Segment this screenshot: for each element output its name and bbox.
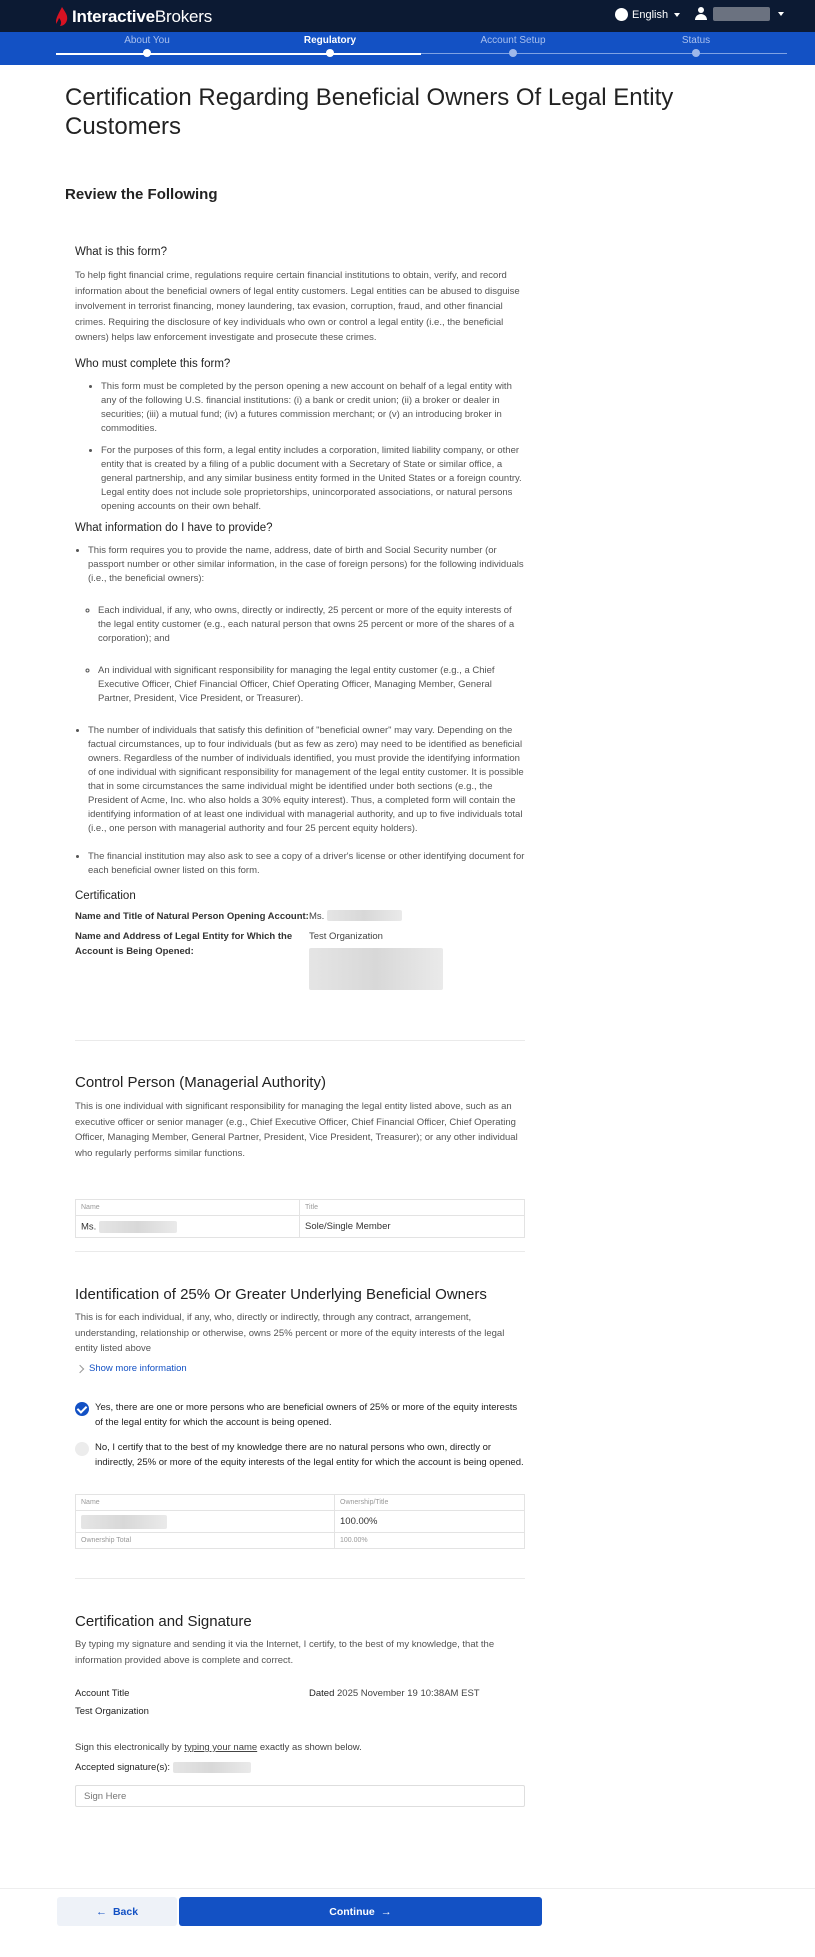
redacted-name xyxy=(99,1221,177,1233)
globe-icon xyxy=(615,8,628,21)
continue-button[interactable]: Continue → xyxy=(179,1897,542,1926)
beneficial-owners-table xyxy=(75,1494,525,1549)
provide-list xyxy=(75,544,525,878)
provide-title: What information do I have to provide? xyxy=(75,521,273,534)
owner-ownership: 100.00% xyxy=(335,1511,525,1533)
brand-logo[interactable] xyxy=(56,6,212,28)
show-more-link[interactable]: Show more information xyxy=(77,1363,187,1374)
chevron-right-icon xyxy=(76,1364,84,1372)
page-title: Certification Regarding Beneficial Owners Of Legal Entity Customers xyxy=(65,84,674,140)
redacted-name xyxy=(327,910,402,921)
signature-input[interactable] xyxy=(75,1785,525,1807)
step-status: Status xyxy=(681,35,711,46)
step-dot-regulatory xyxy=(326,49,334,57)
section-divider xyxy=(75,1251,525,1252)
radio-unchecked-icon[interactable] xyxy=(75,1442,89,1456)
logo-flame-icon xyxy=(56,7,68,27)
section-divider xyxy=(75,1578,525,1579)
step-dot-about-you xyxy=(143,49,151,57)
step-dot-status xyxy=(692,49,700,57)
back-button[interactable]: ← Back xyxy=(57,1897,177,1926)
account-title-value: Test Organization xyxy=(75,1706,149,1717)
brand-name: InteractiveBrokers xyxy=(72,7,213,26)
signature-title: Certification and Signature xyxy=(75,1613,252,1630)
list-item: ◦ Each individual, if any, who owns, directly or indirectly, 25 percent or more of the equity interests of the legal entity customer (e.g., each natural person that owns 25 percent or more of the shares of a corporation); and xyxy=(98,604,525,646)
step-dot-account-setup xyxy=(509,49,517,57)
provide-sub-list xyxy=(88,604,525,706)
form-information xyxy=(75,246,525,996)
list-item: ◦ An individual with significant responsibility for managing the legal entity customer (e.g., a Chief Executive Officer, Chief Financial Officer, Chief Operating Officer, Managing Member, General Partner, President, Vice President, or Treasurer). xyxy=(98,664,525,706)
owner-name xyxy=(76,1511,335,1533)
natural-person-row xyxy=(75,910,525,925)
control-person-title: Control Person (Managerial Authority) xyxy=(75,1074,326,1091)
what-text: To help fight financial crime, regulations require certain financial institutions to obtain, verify, and record information about the beneficial owners of legal entity customers. Legal entities can be abused to disguise involvement in terrorist financing, money laundering, tax evasion, corruption, fraud, and other financial crimes. Requiring the disclosure of key individuals who own or control a legal entity (i.e., the beneficial owners) helps law enforcement investigate and prosecute these crimes. xyxy=(75,270,520,343)
typing-your-name-link[interactable]: typing your name xyxy=(184,1742,258,1753)
col-name: Name xyxy=(76,1200,300,1216)
control-person-table xyxy=(75,1199,525,1238)
beneficial-owners-title: Identification of 25% Or Greater Underlying Beneficial Owners xyxy=(75,1286,487,1303)
certification-title: Certification xyxy=(75,889,136,902)
col-name: Name xyxy=(76,1495,335,1511)
redacted-name xyxy=(81,1515,167,1529)
arrow-right-icon: → xyxy=(380,1905,392,1918)
stepper-progress xyxy=(56,53,421,55)
list-item: • For the purposes of this form, a legal entity includes a corporation, limited liability company, or other entity that is created by a filing of a public document with a Secretary of State or similar office, a general partnership, and any similar business entity formed in the United States or a foreign country. Legal entity does not include sole proprietorships, unincorporated associations, or natural persons opening accounts on their own behalf. xyxy=(101,444,525,514)
option-yes[interactable]: Yes, there are one or more persons who are beneficial owners of 25% or more of the equity interests of the legal entity for which the account is being opened. xyxy=(75,1401,525,1430)
chevron-down-icon xyxy=(674,13,680,17)
accepted-signatures: Accepted signature(s): xyxy=(75,1762,251,1773)
step-account-setup: Account Setup xyxy=(480,35,546,46)
ownership-total-label: Ownership Total xyxy=(76,1533,335,1549)
who-list xyxy=(75,380,525,514)
user-name-redacted xyxy=(713,7,770,21)
list-item: • The financial institution may also ask to see a copy of a driver's license or other identifying document for each beneficial owner listed on this form. xyxy=(88,850,525,878)
table-header xyxy=(76,1495,525,1511)
col-title: Title xyxy=(300,1200,525,1216)
list-item: • This form must be completed by the person opening a new account on behalf of a legal entity with any of the following U.S. financial institutions: (i) a bank or credit union; (ii) a broker or dealer in securities; (iii) a mutual fund; (iv) a futures commission merchant; or (v) an introducing broker in commodities. xyxy=(101,380,525,436)
review-title: Review the Following xyxy=(65,186,218,203)
dated-field: Dated 2025 November 19 10:38AM EST xyxy=(309,1688,480,1699)
col-ownership: Ownership/Title xyxy=(335,1495,525,1511)
control-person-name: Ms. xyxy=(76,1216,300,1238)
top-bar xyxy=(0,0,815,32)
legal-entity-value: Test Organization xyxy=(309,930,443,990)
sign-instructions: Sign this electronically by typing your name exactly as shown below. xyxy=(75,1742,362,1753)
table-row xyxy=(76,1216,525,1238)
natural-person-value: Ms. xyxy=(309,910,402,925)
list-item: • This form requires you to provide the name, address, date of birth and Social Security number (or passport number or other similar information, in the case of foreign persons) for the following individuals (i.e., the beneficial owners): ◦ Each individual, if any, who owns, directly or indirectly, 25 percent or more of the equity interests of the legal entity customer (e.g., each natural person that owns 25 percent or more of the shares of a corporation); and ◦ An individual with significant responsibility for managing the legal entity customer (e.g., a Chief Executive Officer, Chief Financial Officer, Chief Operating Officer, Managing Member, General Partner, President, Vice President, or Treasurer). xyxy=(88,544,525,706)
who-title: Who must complete this form? xyxy=(75,357,231,370)
list-item: • The number of individuals that satisfy this definition of "beneficial owner" may vary. Depending on the factual circumstances, up to four individuals (but as few as zero) may need to be identified as beneficial owners. Regardless of the number of individuals identified, you must provide the identifying information of one individual with significant responsibility for management of the legal entity customer. It is possible that in some circumstances the same individual might be identified under both sections (e.g., the President of Acme, Inc. who also holds a 30% equity interest). Thus, a completed form will contain the identifying information of at least one individual with managerial authority, and up to five individuals total (i.e., one person with managerial authority and four 25 percent equity holders). xyxy=(88,724,525,836)
arrow-left-icon: ← xyxy=(95,1905,107,1918)
step-regulatory[interactable]: Regulatory xyxy=(303,35,357,46)
language-label: English xyxy=(632,8,669,21)
redacted-address xyxy=(309,948,443,990)
redacted-signature xyxy=(173,1762,251,1773)
legal-entity-label: Name and Address of Legal Entity for Which the Account is Being Opened: xyxy=(75,931,293,957)
user-menu[interactable] xyxy=(695,7,784,21)
step-about-you[interactable]: About You xyxy=(124,35,170,46)
what-title: What is this form? xyxy=(75,246,168,258)
chevron-down-icon xyxy=(778,12,784,16)
legal-entity-row xyxy=(75,930,525,990)
table-header xyxy=(76,1200,525,1216)
language-selector[interactable] xyxy=(615,8,680,21)
progress-stepper xyxy=(0,32,815,65)
ownership-total-value: 100.00% xyxy=(335,1533,525,1549)
signature-text: By typing my signature and sending it via the Internet, I certify, to the best of my knowledge, that the information provided above is complete and correct. xyxy=(75,1639,495,1666)
radio-checked-icon[interactable] xyxy=(75,1402,89,1416)
control-person-text: This is one individual with significant responsibility for managing the legal entity listed above, such as an executive officer or senior manager (e.g., Chief Executive Officer, Chief Financial Officer, Chief Operating Officer, Managing Member, General Partner, President, Vice President, Treasurer); or any other individual who regularly performs similar functions. xyxy=(75,1101,518,1159)
beneficial-owners-text: This is for each individual, if any, who, directly or indirectly, through any contract, arrangement, understanding, relationship or otherwise, owns 25% percent or more of the equity interests of the legal entity listed above xyxy=(75,1312,505,1354)
option-no[interactable]: No, I certify that to the best of my knowledge there are no natural persons who own, directly or indirectly, 25% or more of the equity interests of the legal entity for which the account is being opened. xyxy=(75,1441,525,1470)
control-person-role: Sole/Single Member xyxy=(300,1216,525,1238)
table-total-row xyxy=(76,1533,525,1549)
account-title-label: Account Title xyxy=(75,1688,130,1699)
user-icon xyxy=(695,7,707,21)
table-row xyxy=(76,1511,525,1533)
section-divider xyxy=(75,1040,525,1041)
natural-person-label: Name and Title of Natural Person Opening Account: xyxy=(75,910,309,922)
